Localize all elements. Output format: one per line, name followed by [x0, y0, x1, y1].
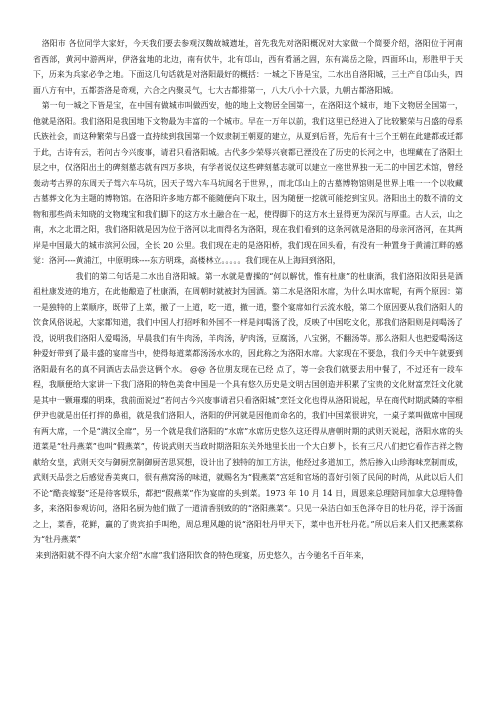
paragraph-water-banquet: 来到洛阳就不得不向大家介绍“水席”我们洛阳饮食的特色现宴，历史悠久，古今驰名千百年来，: [35, 550, 370, 560]
paragraph-first-saying: 第一句一城之下皆是宝，在中国有做城市叫做西安，他的地上文物居全国第一，在洛阳这个城市，地下文物居全国第一，他就是洛阳。我们洛阳是我国地下文物最为丰富的一个城市。早在一万年以前，我们这里已经进入了比较繁荣与吕盛的母系氏族社会，而这种繁荣与吕盛一直持续到我国第一个奴隶制王朝夏的建立，从夏到后晋，先后有十三个王朝在此建都或迁都于此，古诗有云，若问古今兴废事，请君只看洛阳城。古代多少荣辱兴衰都已湮没在了历史的长河之中，也埋藏在了洛阳土层之中，仅洛阳出土的碑刻墓志就有四万多块，有学者说仅这些碑刻墓志就可以建立一座世界独一无二的中国艺术馆，曾经轰动考古界的东周天子驾六车马坑，因天子驾六车马坑闻名于世界，，而北邙山上的古墓博物馆则是世界上唯一一个以收藏古墓葬文化为主题的博物馆。在洛阳许多地方都不能随便向下取土，因为随便一挖就可能挖到宝贝。洛阳出土的数不清的文物和那些尚未知晓的文物瑰宝和我们脚下的这方水土融合在一起，使得脚下的这方水土显得更为深沉与厚重。古人云，山之南，水之北谓之阳，我们洛阳就是因为位于洛河以北而得名为洛阳，现在我们看到的这条河就是洛阳的母亲河洛河，在其两岸是中国最大的城市滨河公园，全长 20 公里。我们现在走的是洛阳桥，我们现在回头看，有没有一种置身于黄浦江畔的感觉：洛河----黄浦江，中原明珠----东方明珠，高楼林立。。。。。我们现在从上海回到洛阳，: [33, 101, 463, 265]
paragraph-second-saying: 我们的第二句话是二水出自洛阳城。第一水就是曹操的“何以解忧，惟有杜康”的杜康酒，我们洛阳汝阳县是酒祖杜康发迹的地方，在此他酿造了杜康酒，在周朝时就被封为国酒。第二水是洛阳水席，为什么叫水席呢，有两个原因：第一是独特的上菜顺序，既带了上菜，撤了一上道，吃一道，撤一道，整个宴席如行云流水般，第二个原因要从我们洛阳人的饮食风俗说起，大家都知道，我们中国人打招呼和外国不一样是问喝汤了没，反映了中国吃文化，那我们洛阳则是问喝汤了没，说明我们洛阳人爱喝汤，早晨我们有牛肉汤，羊肉汤，驴肉汤，豆腐汤，八宝粥，不翻汤等。那么洛阳人也把爱喝汤这种爱好带到了最丰盛的宴席当中，使得每道菜都汤汤水水的，因此称之为洛阳水席。大家现在不要急，我们今天中午就要到洛阳最有名的真不同酒店去品尝这俩个水。 @@ 各位朋友现在已经 点了，等一会我们就要去用中餐了，不过还有一段车程，我顺便给大家讲一下我门洛阳的特色美食中国是一个具有悠久历史是文明古国创造并积累了宝贵的文化财富烹饪文化就是其中一颗璀璨的明珠，我前面说过“若问古今兴废事请君只看洛阳城”烹饪文化也得从洛阳说起，早在商代时期武隣的宰相伊尹也就是出任打拌的鼻祖，就是我们洛阳人，洛阳的伊河就是因他而命名的，我们中国菜很讲究，一桌子菜叫做席中国现有两大席，一个是“满汉全席”，另一个就是我们洛阳的“水席”水席历史悠久这还得从唐朝时期的武则天说起，洛阳水席的头道菜是“牡丹燕菜”也叫“假燕菜”，传说武则天当政时期洛阳东关外地里长出一个大白萝卜，长有三尺八们把它看作吉祥之物献给女皇，武则天交与御厨烹制御厨苦思冥想，设计出了独特的加工方法，他经过多道加工，然后掺入山珍海味烹制而成，武则天品尝之后感觉香美爽口，很有燕窝汤的味道，就赐名为“假燕菜”宫廷和官场的喜好引领了民间的时尚，从此以后人们不论“酷丧嫁娶”还是待客娱乐，都把“假燕菜”作为宴席的头到菜。1973 年 10 月 14 日，周恩来总理陪同加拿大总理特鲁多，来洛阳参观访问，洛阳名厨为他们做了一道清香别致的的“洛阳燕菜”。只见一朵洁白如玉色泽夺目的牡丹花，浮于汤面之上，菜香，花鲜，赢的了贵宾拍手叫绝，周总理风趣的说“洛阳牡丹甲天下，菜中也开牡丹花。”所以后来人们又把燕菜称为“牡丹燕菜”: [33, 271, 463, 544]
paragraph-intro: 洛阳市 各位同学大家好，今天我们要去参观汉魏故城遗址，首先我先对洛阳概况对大家做一个简要介绍，洛阳位于河南省西部，黄河中游两岸，伊洛盆地的北边，南有伏牛，北有邙山，西有肴涵之固，东有嵩岳之险，四面环山，形胜甲于天下，历来为兵家必争之地。下面这几句话就是对洛阳最好的概括：一城之下皆是宝，二水出自洛阳城，三土产自邙山头，四面八方有中，五都荟洛是奇观，六合之内聚灵气，七大古都排第一，八大八小十六景，九朝古都洛阳城。: [33, 39, 463, 95]
